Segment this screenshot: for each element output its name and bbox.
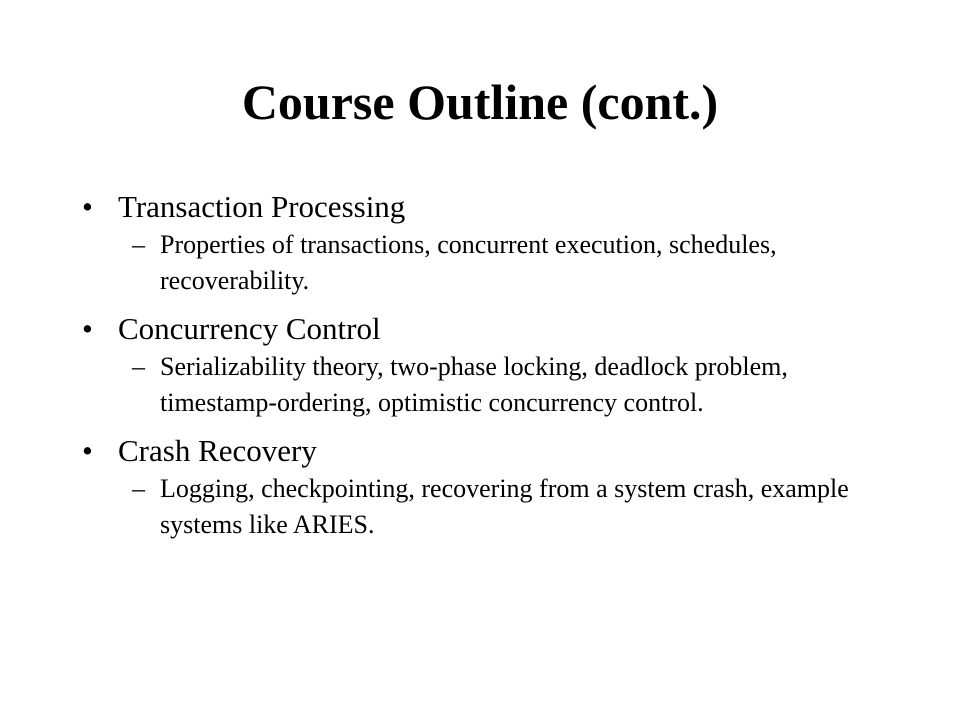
topic-heading: Concurrency Control bbox=[118, 311, 381, 346]
topic-detail bbox=[132, 471, 882, 543]
dash-icon: – bbox=[132, 352, 145, 381]
topic-detail-text: Serializability theory, two-phase locking, deadlock problem, timestamp-ordering, optimistic concurrency control. bbox=[160, 352, 788, 417]
topic-heading: Transaction Processing bbox=[118, 189, 406, 224]
bullet-icon: • bbox=[82, 189, 93, 224]
slide-title: Course Outline (cont.) bbox=[241, 74, 719, 130]
topic-detail bbox=[132, 349, 882, 421]
topic-detail-text: Properties of transactions, concurrent execution, schedules, recoverability. bbox=[160, 230, 777, 295]
outline-topic bbox=[82, 431, 882, 543]
topic-heading: Crash Recovery bbox=[118, 433, 317, 468]
bullet-icon: • bbox=[82, 311, 93, 346]
dash-icon: – bbox=[132, 230, 145, 259]
topic-detail bbox=[132, 227, 882, 299]
bullet-icon: • bbox=[82, 433, 93, 468]
topic-detail-text: Logging, checkpointing, recovering from a system crash, example systems like ARIES. bbox=[160, 474, 849, 539]
outline-topic bbox=[82, 187, 882, 299]
outline-list bbox=[82, 187, 882, 553]
outline-topic bbox=[82, 309, 882, 421]
dash-icon: – bbox=[132, 474, 145, 503]
